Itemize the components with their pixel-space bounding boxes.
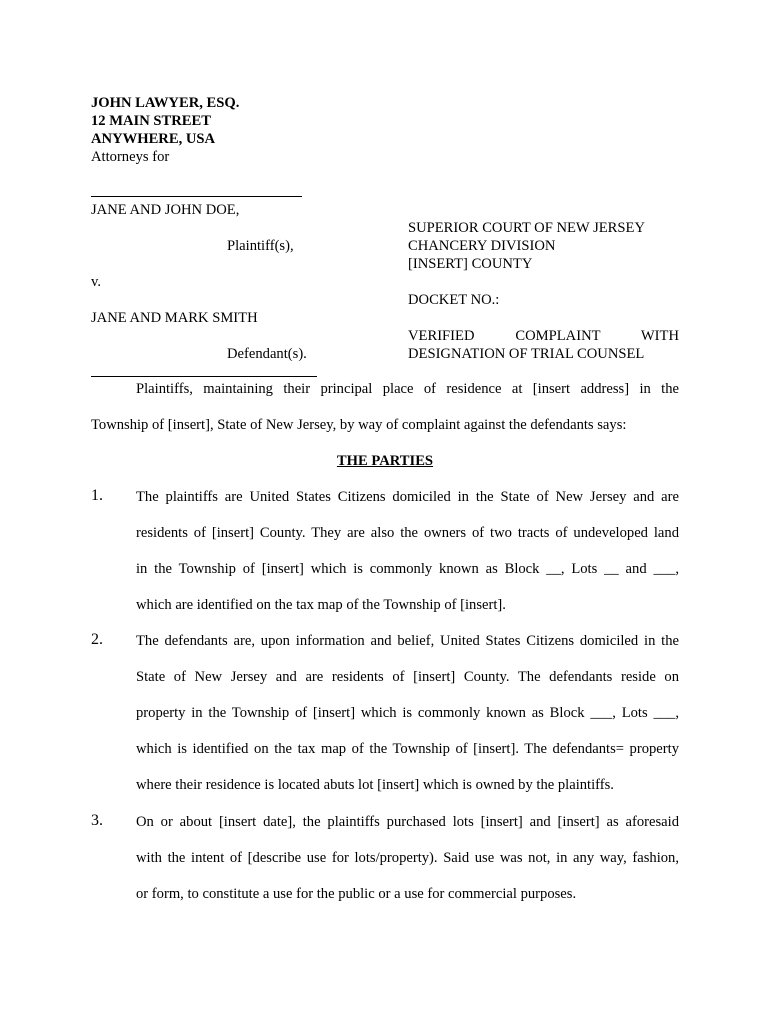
docket-number: DOCKET NO.: <box>408 292 500 308</box>
caption-top-rule <box>91 196 302 197</box>
court-county: [INSERT] COUNTY <box>408 256 533 272</box>
caption-plaintiff-label: Plaintiff(s), <box>227 238 294 254</box>
attorney-city: ANYWHERE, USA <box>91 131 216 147</box>
attorney-role: Attorneys for <box>91 149 170 165</box>
intro-line-1: Plaintiffs, maintaining their principal place of residence at [insert address] in the <box>136 381 679 397</box>
caption-plaintiffs: JANE AND JOHN DOE, <box>91 202 240 218</box>
paragraph-number: 2. <box>91 631 103 648</box>
attorney-street: 12 MAIN STREET <box>91 113 212 129</box>
paragraph-line: On or about [insert date], the plaintiffs purchased lots [insert] and [insert] as aforesaid <box>136 814 679 830</box>
caption-defendant-label: Defendant(s). <box>227 346 307 362</box>
document-title-line-2: DESIGNATION OF TRIAL COUNSEL <box>408 346 645 362</box>
caption-bottom-rule <box>91 376 317 377</box>
paragraph-line: which is identified on the tax map of the Township of [insert]. The defendants= property <box>136 741 679 757</box>
paragraph-line: The plaintiffs are United States Citizens domiciled in the State of New Jersey and are <box>136 489 679 505</box>
section-heading: THE PARTIES <box>336 453 434 469</box>
intro-line-2: Township of [insert], State of New Jersey, by way of complaint against the defendants says: <box>91 417 627 433</box>
paragraph-line: in the Township of [insert] which is commonly known as Block __, Lots __ and ___, <box>136 561 679 577</box>
court-division: CHANCERY DIVISION <box>408 238 556 254</box>
document-title-line-1: VERIFIED COMPLAINT WITH <box>408 328 679 344</box>
paragraph-line: or form, to constitute a use for the public or a use for commercial purposes. <box>136 886 577 902</box>
paragraph-line: The defendants are, upon information and belief, United States Citizens domiciled in the <box>136 633 679 649</box>
paragraph-line: which are identified on the tax map of the Township of [insert]. <box>136 597 506 613</box>
paragraph-number: 1. <box>91 487 103 504</box>
paragraph-number: 3. <box>91 812 103 829</box>
court-name: SUPERIOR COURT OF NEW JERSEY <box>408 220 645 236</box>
attorney-name: JOHN LAWYER, ESQ. <box>91 95 240 111</box>
paragraph-line: property in the Township of [insert] which is commonly known as Block ___, Lots ___, <box>136 705 679 721</box>
paragraph-line: with the intent of [describe use for lots/property). Said use was not, in any way, fashion, <box>136 850 679 866</box>
caption-versus: v. <box>91 274 101 290</box>
paragraph-line: State of New Jersey and are residents of [insert] County. The defendants reside on <box>136 669 679 685</box>
paragraph-line: residents of [insert] County. They are also the owners of two tracts of undeveloped land <box>136 525 679 541</box>
caption-defendants: JANE AND MARK SMITH <box>91 310 258 326</box>
paragraph-line: where their residence is located abuts lot [insert] which is owned by the plaintiffs. <box>136 777 614 793</box>
